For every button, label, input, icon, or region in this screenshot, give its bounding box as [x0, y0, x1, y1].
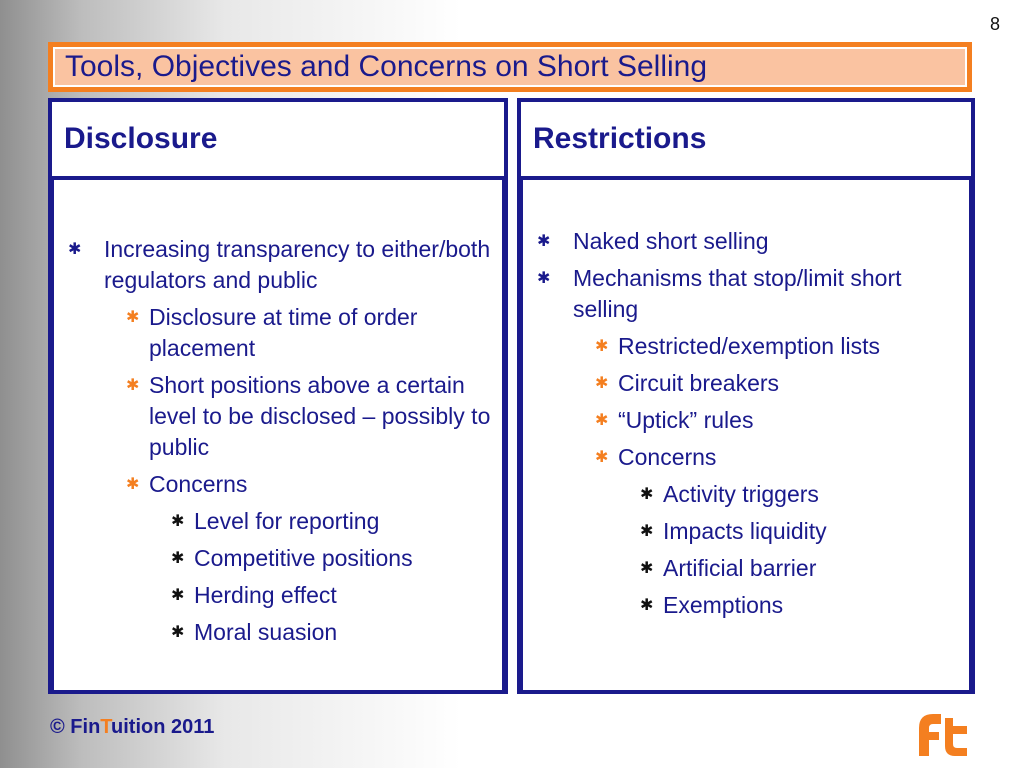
asterisk-bullet-icon: ✱ [171, 513, 185, 530]
left-item-level-2 [54, 469, 494, 500]
asterisk-bullet-icon: ✱ [537, 233, 551, 250]
asterisk-bullet-icon: ✱ [640, 560, 654, 577]
right-item-text: Naked short selling [573, 228, 769, 254]
asterisk-bullet-icon: ✱ [640, 523, 654, 540]
right-item-level-2 [523, 442, 961, 473]
right-item-text: Artificial barrier [663, 555, 817, 581]
footer-copyright [50, 716, 214, 739]
right-item-level-2 [523, 405, 961, 436]
right-item-text: Impacts liquidity [663, 518, 827, 544]
fintuition-logo-icon [915, 710, 971, 756]
left-item-text: Disclosure at time of order placement [149, 304, 418, 361]
right-item-text: Restricted/exemption lists [618, 333, 881, 359]
left-item-text: Level for reporting [194, 508, 380, 534]
left-item-text: Competitive positions [194, 545, 413, 571]
right-item-text: Activity triggers [663, 481, 819, 507]
asterisk-bullet-icon: ✱ [595, 412, 609, 429]
asterisk-bullet-icon: ✱ [68, 241, 82, 258]
asterisk-bullet-icon: ✱ [126, 377, 140, 394]
right-item-level-2 [523, 331, 961, 362]
asterisk-bullet-icon: ✱ [640, 486, 654, 503]
right-item-level-1 [523, 263, 961, 325]
asterisk-bullet-icon: ✱ [171, 587, 185, 604]
right-item-text: Mechanisms that stop/limit short selling [573, 265, 902, 322]
right-item-level-3 [523, 479, 961, 510]
right-item-text: Circuit breakers [618, 370, 780, 396]
asterisk-bullet-icon: ✱ [595, 338, 609, 355]
footer-text-start: © Fin [50, 716, 101, 738]
asterisk-bullet-icon: ✱ [640, 597, 654, 614]
left-item-text: Herding effect [194, 582, 337, 608]
left-item-text: Concerns [149, 471, 248, 497]
slide-title: Tools, Objectives and Concerns on Short Selling [53, 47, 967, 87]
title-bar [48, 42, 972, 92]
left-item-level-2 [54, 370, 494, 463]
asterisk-bullet-icon: ✱ [537, 270, 551, 287]
footer-text-end: uition 2011 [111, 716, 215, 738]
left-item-level-3 [54, 543, 494, 574]
restrictions-body [523, 180, 969, 690]
disclosure-panel [48, 98, 508, 694]
left-item-level-2 [54, 302, 494, 364]
asterisk-bullet-icon: ✱ [171, 550, 185, 567]
asterisk-bullet-icon: ✱ [595, 375, 609, 392]
restrictions-heading: Restrictions [521, 102, 971, 176]
asterisk-bullet-icon: ✱ [126, 309, 140, 326]
right-item-text: “Uptick” rules [618, 407, 754, 433]
footer-text-accent: T [100, 716, 112, 738]
left-item-level-3 [54, 506, 494, 537]
right-item-level-3 [523, 553, 961, 584]
left-item-level-3 [54, 617, 494, 648]
disclosure-list [54, 234, 494, 654]
right-item-text: Exemptions [663, 592, 784, 618]
asterisk-bullet-icon: ✱ [595, 449, 609, 466]
page-number: 8 [989, 14, 1000, 34]
left-item-text: Short positions above a certain level to be disclosed – possibly to public [149, 372, 491, 460]
asterisk-bullet-icon: ✱ [126, 476, 140, 493]
left-item-text: Increasing transparency to either/both regulators and public [104, 236, 491, 293]
right-item-level-2 [523, 368, 961, 399]
right-item-text: Concerns [618, 444, 717, 470]
restrictions-list [523, 226, 961, 627]
right-item-level-1 [523, 226, 961, 257]
right-item-level-3 [523, 516, 961, 547]
left-item-level-1 [54, 234, 494, 296]
asterisk-bullet-icon: ✱ [171, 624, 185, 641]
left-item-level-3 [54, 580, 494, 611]
left-item-text: Moral suasion [194, 619, 338, 645]
right-item-level-3 [523, 590, 961, 621]
disclosure-heading: Disclosure [52, 102, 504, 176]
disclosure-body [54, 180, 502, 690]
restrictions-panel [517, 98, 975, 694]
